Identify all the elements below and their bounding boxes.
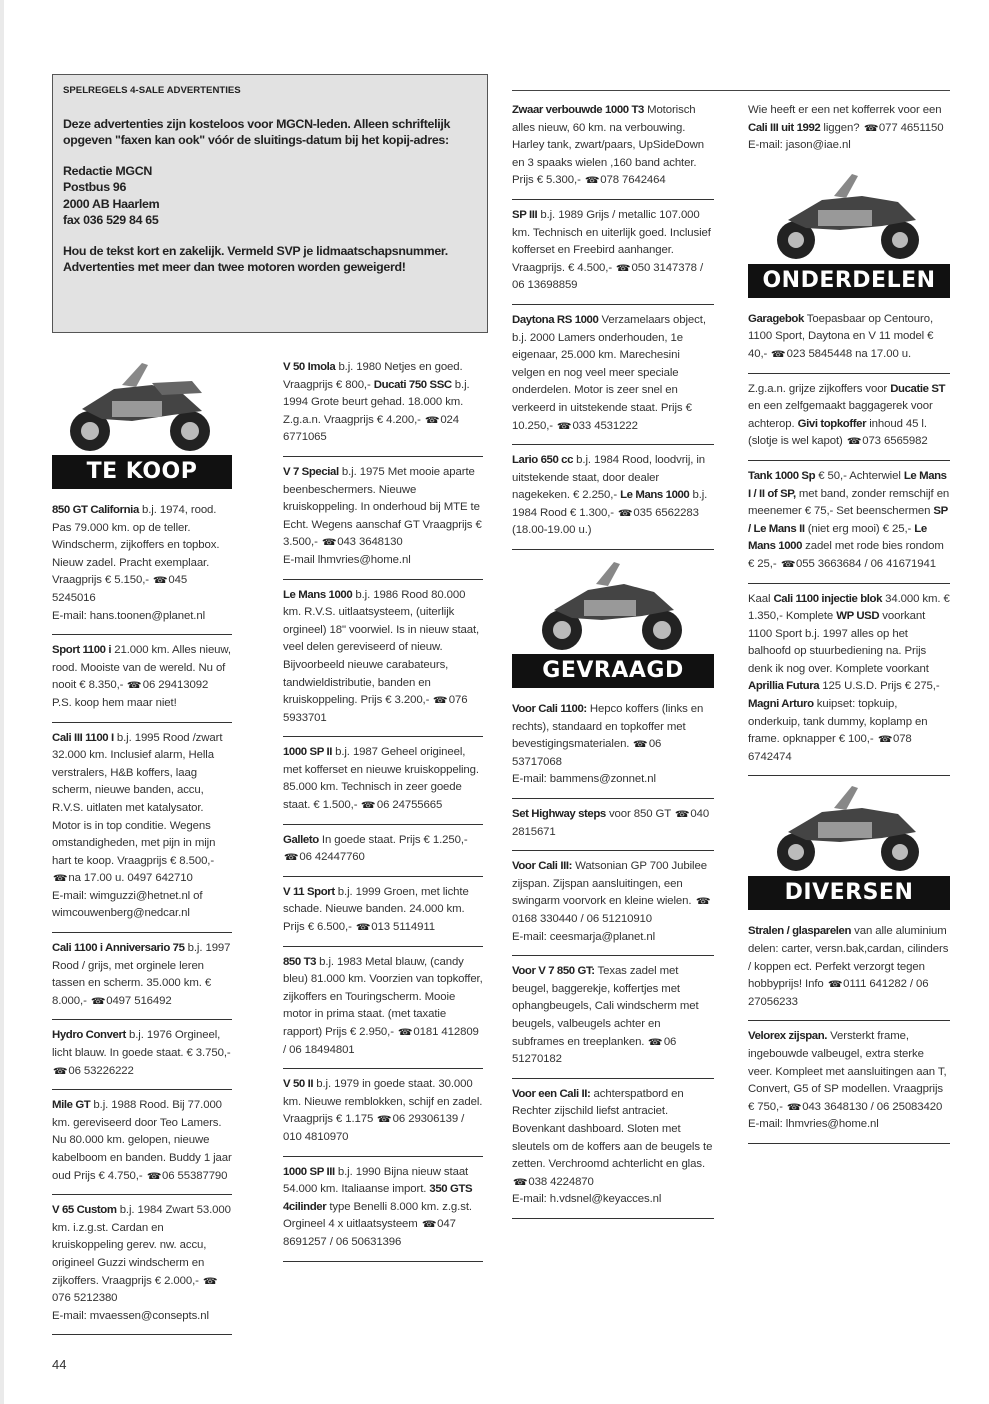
ad-text: b.j. 1980 Netjes en goed. Vraagprijs € 800,- (283, 361, 463, 391)
ad-text: Texas zadel met beugel, baggerekje, koffertjes met ophangbeugels, Cali windscherm met beugels, valbeugels achter en subframes en treeplanken. (512, 965, 699, 1048)
ad-text: b.j. 1975 Met mooie aparte beenbeschermers. Nieuwe kruiskoppeling. In onderhoud bij MTE te Echt. Wegens aanschaf GT Vraagprijs € 3.500,- (283, 465, 482, 549)
classified-ad (283, 1157, 483, 1262)
phone-icon: ☎ (355, 922, 371, 933)
motorcycle-icon (52, 349, 232, 455)
phone-icon: ☎ (512, 1177, 528, 1188)
phone-icon: ☎ (90, 996, 106, 1007)
ad-title: V 65 Custom (52, 1204, 117, 1217)
ad-phone: 06 53717068 (512, 738, 662, 768)
classified-ad (748, 1021, 950, 1144)
ad-phone: 038 4224870 (528, 1175, 594, 1188)
ad-text: Wie heeft er een net kofferrek voor een (748, 104, 942, 116)
column-3 (512, 95, 714, 1219)
rules-title: SPELREGELS 4-SALE ADVERTENTIES (63, 85, 241, 96)
ad-text: Hepco koffers (links en rechts), standaard en topkoffer met bevestigingsmaterialen. (512, 703, 704, 751)
ad-title: Le Mans 1000 (620, 489, 690, 502)
phone-icon: ☎ (780, 559, 796, 570)
ads-list (748, 95, 950, 164)
ad-phone: 043 3648130 / 06 25083420 (802, 1100, 943, 1113)
ad-title: Le Mans I / II of SP, (748, 469, 947, 500)
ad-title: Magni Arturo (748, 698, 814, 711)
ad-title: 1000 SP III (283, 1165, 335, 1178)
motorcycle-icon (748, 168, 950, 264)
ad-text: b.j. 1984 Rood, loodvrij, in uitstekende staat, door dealer nagekeken. € 2.250,- (512, 454, 706, 502)
classified-ad (52, 1195, 232, 1335)
ad-text: type Benelli 8.000 km. z.g.st. Orgineel 4 x uitlaatsysteem (283, 1200, 472, 1231)
classified-ad (52, 723, 232, 934)
ad-phone: 023 5845448 na 17.00 u. (786, 347, 912, 360)
phone-icon: ☎ (127, 680, 143, 691)
motorcycle-icon (748, 780, 950, 876)
ad-title: Voor V 7 850 GT: (512, 965, 595, 978)
ad-phone: 0168 330440 / 06 51210910 (512, 913, 653, 925)
section-title: TE KOOP (52, 455, 232, 489)
ad-text: Toepasbaar op Centouro, 1100 Sport, Daytona en V 11 model € 40,- (748, 312, 934, 360)
ad-title: SP / Le Mans II (748, 505, 948, 535)
ad-text: voor 850 GT (608, 808, 671, 821)
motorcycle-icon (512, 554, 714, 654)
classified-ad (512, 799, 714, 851)
phone-icon: ☎ (877, 734, 893, 745)
classified-ad (512, 851, 714, 956)
page-edge (0, 0, 4, 1404)
ad-text: 21.000 km. Alles nieuw, rood. Mooiste van de wereld. Nu of nooit € 8.350,- (52, 644, 231, 692)
classified-ad (512, 694, 714, 799)
ad-text: Motorisch alles nieuw, 60 km. na verbouwing. Harley tank, zwart/paars, UpSideDown en 3 spaaks wielen ,160 band achter. Prijs € 5.300,- (512, 104, 705, 187)
ad-title: 850 GT California (52, 504, 139, 516)
phone-icon: ☎ (361, 800, 377, 811)
ad-title: Le Mans 1000 (748, 522, 927, 553)
rules-note: Hou de tekst kort en zakelijk. Vermeld SVP je lidmaatschapsnummer. Advertenties met meer dan twee motoren worden geweigerd! (63, 243, 448, 274)
ad-phone: 076 5212380 (52, 1292, 118, 1305)
ad-title: V 7 Special (283, 465, 339, 478)
ad-phone: 043 3648130 (337, 536, 403, 549)
classified-ad (283, 1069, 483, 1156)
classified-ad (512, 95, 714, 200)
ad-title: SP III (512, 208, 538, 221)
ad-contact: E-mail: ceesmarja@planet.nl (512, 930, 656, 943)
phone-icon: ☎ (556, 421, 572, 431)
phone-icon: ☎ (617, 508, 633, 519)
phone-icon: ☎ (827, 979, 843, 990)
ad-title: V 50 II (283, 1078, 314, 1091)
ad-text: b.j. 1987 Geheel origineel, met kofferset en nieuwe kruiskoppeling. 85.000 km. Technisch in zeer goede staat. € 1.500,- (283, 746, 479, 812)
ad-text: b.j. 1990 Bijna nieuw staat 54.000 km. Italiaanse import. (283, 1165, 469, 1196)
ad-text: met band, zonder remschijf en meenemer € 75,- Set beenschermen (748, 487, 950, 518)
classified-ad (52, 635, 232, 722)
ad-text: 34.000 km. € 1.350,- Komplete (748, 592, 950, 623)
ad-phone: 073 6565982 (862, 435, 928, 448)
classified-ad (52, 933, 232, 1020)
ad-phone: 06 24755665 (376, 799, 443, 812)
phone-icon: ☎ (152, 575, 168, 586)
ad-phone: na 17.00 u. 0497 642710 (68, 872, 193, 885)
ad-title: 850 T3 (283, 955, 317, 968)
ads-list (512, 694, 714, 1219)
ad-text: van alle aluminium delen: carter, versn.bak,cardan, cilinders / koppen ect. Perfekt verzorgt tegen hobbyprijs! Info (748, 925, 949, 991)
phone-icon: ☎ (615, 263, 631, 274)
ad-title: Mile GT (52, 1099, 91, 1112)
classified-ad (512, 956, 714, 1079)
classified-ad (52, 1020, 232, 1090)
ad-phone: 076 5933701 (283, 694, 468, 724)
ads-list (52, 495, 232, 1335)
ad-title: 350 GTS 4cilinder (283, 1183, 473, 1213)
ad-text: en een zelfgemaakt baggagerek voor achterop. (748, 400, 933, 430)
ad-text: b.j. 1976 Orgineel, licht blauw. In goede staat. € 3.750,- (52, 1029, 231, 1060)
ad-contact: E-mail: wimguzzi@hetnet.nl of wimcouwenberg@nedcar.nl (52, 889, 203, 920)
ad-phone: 078 7642464 (600, 174, 666, 187)
section-title: GEVRAAGD (512, 654, 714, 688)
phone-icon: ☎ (202, 1276, 218, 1287)
ad-phone: 06 55387790 (161, 1169, 228, 1182)
ad-phone: 047 8691257 / 06 50631396 (283, 1218, 456, 1248)
ad-text: Versterkt frame, ingebouwde valbeugel, extra sterke veer. Kompleet met aansluitingen aan T, Convert, G5 of SP modellen. Vraagprijs € 750,- (748, 1030, 947, 1113)
ad-text: Kaal (748, 592, 774, 605)
ad-phone: 06 51270182 (512, 1035, 677, 1066)
ad-contact: E-mail: jason@iae.nl (748, 139, 851, 152)
classified-ad (512, 445, 714, 550)
ad-contact: E-mail: h.vdsnel@keyacces.nl (512, 1193, 662, 1206)
section-title: DIVERSEN (748, 876, 950, 910)
ad-text: achterspatbord en Rechter zijschild liefst antraciet. Bovenkant dashboard. Sloten met sleutels om de koffers aan de beugels te zetten. Verchroomd achterlicht en glas. (512, 1087, 713, 1171)
section-header-onderdelen (748, 168, 950, 298)
ad-text: inhoud 45 l. (slotje is wel kapot) (748, 417, 927, 448)
ad-title: Ducatie ST (890, 382, 946, 395)
ad-title: Voor een Cali II: (512, 1087, 591, 1100)
ad-text: (niet erg mooi) € 25,- (807, 522, 912, 535)
phone-icon: ☎ (52, 873, 68, 884)
ad-phone: 035 6562283 (18.00-19.00 u.) (512, 506, 699, 537)
classified-ad (52, 1090, 232, 1195)
ad-title: Set Highway steps (512, 808, 606, 821)
ads-list (748, 304, 950, 777)
classified-ad (283, 825, 483, 877)
ad-title: Givi topkoffer (797, 417, 867, 430)
ad-text: 125 U.S.D. Prijs € 275,- (822, 680, 940, 693)
section-title: ONDERDELEN (748, 264, 950, 298)
phone-icon: ☎ (321, 537, 337, 548)
ad-text: b.j. 1994 Grote beurt gehad. 18.000 km. Z.g.a.n. Vraagprijs € 4.200,- (283, 378, 470, 426)
ad-title: Cali 1100 i Anniversario 75 (52, 942, 185, 955)
classified-ad (283, 877, 483, 947)
ad-phone: 045 5245016 (52, 574, 188, 604)
ad-title: Cali 1100 injectie blok (773, 592, 883, 605)
ad-text: zadel met rode bies rondom € 25,- (748, 540, 944, 570)
ad-title: Daytona RS 1000 (512, 313, 599, 326)
ad-text: Z.g.a.n. grijze zijkoffers voor (748, 382, 891, 395)
phone-icon: ☎ (863, 123, 879, 134)
classified-ad (748, 95, 950, 164)
classified-ad (512, 305, 714, 445)
ads-list (512, 95, 714, 550)
phone-icon: ☎ (146, 1171, 162, 1182)
ad-text: b.j. 1995 Rood /zwart 32.000 km. Inclusief alarm, Hella verstralers, H&B koffers, laag scherm, nieuwe banden, accu, R.V.S. uitlaten met katalysator. Motor is in top conditie. Wegens omstandigheden, met pijn in mijn hart te koop. Vraagprijs € 8.500,- (52, 731, 223, 867)
phone-icon: ☎ (52, 1066, 68, 1077)
ad-text: b.j. 1986 Rood 80.000 km. R.V.S. uitlaatsysteem, (uiterlijk orgineel) 18" voorwiel. Is in nieuw staat, veel delen gereviseerd of nieuw. Bijvoorbeeld nieuwe carabateurs, tandwieldistributie, banden en kruiskoppeling. Prijs € 3.200,- (283, 588, 480, 707)
ad-title: Ducati 750 SSC (373, 378, 452, 391)
ad-phone: 055 3663684 / 06 41671941 (795, 557, 936, 570)
classified-ad (748, 584, 950, 777)
ad-phone: 0181 412809 / 06 18494801 (283, 1026, 479, 1056)
section-header-diversen (748, 780, 950, 910)
rules-box (52, 74, 488, 333)
classified-ad (512, 200, 714, 305)
ad-title: Hydro Convert (52, 1029, 126, 1042)
section-header-te-koop (52, 349, 232, 489)
ad-text: b.j. 1979 in goede staat. 30.000 km. Nieuwe remblokken, schijf en zadel. Vraagprijs € 1.175 (283, 1078, 483, 1126)
ad-text: Watsonian GP 700 Jubilee zijspan. Zijspan aansluitingen, een swingarm voorvork en kleine wielen. (512, 860, 707, 908)
ad-title: Aprillia Futura (748, 680, 820, 693)
ad-title: WP USD (836, 610, 880, 623)
ad-phone: 0111 641282 / 06 27056233 (748, 978, 929, 1008)
ad-text: b.j. 1974, rood. Pas 79.000 km. op de teller. Windscherm, zijkoffers en topbox. Nieuw zadel. Pracht exemplaar. Vraagprijs € 5.150,- (52, 504, 220, 587)
classified-ad (748, 374, 950, 461)
ad-contact: P.S. koop hem maar niet! (52, 696, 177, 709)
classified-ad (748, 916, 950, 1021)
ad-contact: E-mail: hans.toonen@planet.nl (52, 609, 206, 622)
phone-icon: ☎ (584, 175, 600, 186)
section-header-gevraagd (512, 554, 714, 688)
ad-title: Galleto (283, 833, 319, 846)
ad-phone: 078 6742474 (748, 733, 912, 763)
ad-phone: 06 53226222 (68, 1064, 134, 1077)
ad-title: V 50 Imola (283, 361, 336, 373)
ad-contact: E-mail: bammens@zonnet.nl (512, 773, 656, 786)
ad-phone: 06 29306139 / 010 4810970 (283, 1113, 465, 1143)
ad-title: 1000 SP II (283, 746, 332, 759)
address-line: Postbus 96 (63, 180, 127, 194)
address-line: fax 036 529 84 65 (63, 213, 159, 227)
ad-title: Cali III 1100 I (52, 731, 114, 744)
ad-phone: 024 6771065 (283, 413, 460, 444)
ad-phone: 033 4531222 (572, 419, 638, 432)
rules-address (63, 163, 477, 229)
ads-list (283, 352, 483, 1262)
ad-title: Le Mans 1000 (283, 588, 353, 601)
rules-intro: Deze advertenties zijn kosteloos voor MGCN-leden. Alleen schriftelijk opgeven "faxen kan ook" vóór de sluitings-datum bij het kopij-adres: (63, 116, 451, 147)
phone-icon: ☎ (846, 436, 862, 447)
ad-text: b.j. 1989 Grijs / metallic 107.000 km. Technisch en uiterlijk goed. Inclusief kofferset en Freebird aanhanger. Vraagprijs. € 4.500,- (512, 208, 711, 274)
phone-icon: ☎ (377, 1114, 392, 1125)
phone-icon: ☎ (433, 695, 449, 706)
ad-contact: E-mail lhmvries@home.nl (283, 553, 411, 566)
ad-text: b.j. 1984 Zwart 53.000 km. i.z.g.st. Cardan en kruiskoppeling gerev. nw. accu, origineel Guzzi windscherm en zijkoffers. Vraagprijs € 2.000,- (52, 1204, 231, 1287)
ad-title: Voor Cali III: (512, 860, 573, 873)
classified-ad (283, 947, 483, 1070)
classified-ad (283, 737, 483, 824)
phone-icon: ☎ (674, 809, 690, 820)
classified-ad (748, 304, 950, 374)
ad-text: kuipset: topkuip, onderkuip, tank dummy, koplamp en frame. opknapper € 100,- (748, 698, 928, 746)
ad-phone: 06 42447760 (299, 851, 365, 864)
ad-text: b.j. 1984 Rood € 1.300,- (512, 489, 708, 519)
ad-text: b.j. 1999 Groen, met lichte schade. Nieuwe banden. 24.000 km. Prijs € 6.500,- (283, 885, 469, 934)
classified-ad (283, 580, 483, 738)
ad-title: Garagebok (748, 312, 804, 325)
phone-icon: ☎ (633, 739, 649, 750)
phone-icon: ☎ (424, 415, 440, 426)
ad-title: Sport 1100 i (52, 644, 112, 657)
classified-ad (52, 495, 232, 635)
ad-text: € 50,- Achterwiel (818, 469, 901, 482)
ad-phone: 0497 516492 (106, 994, 172, 1007)
ad-text: Verzamelaars object, b.j. 2000 Lamers onderhouden, 1e eigenaar, 25.000 km. Marechesini velgen en nog veel meer speciale onderdelen. Motor is zeer snel en verkeerd in uitstekende staat. Prijs € 10.250,- (512, 313, 706, 432)
phone-icon: ☎ (786, 1102, 802, 1113)
ad-phone: 050 3147378 / 06 13698859 (512, 261, 704, 292)
ad-text: b.j. 1997 Rood / grijs, met orginele leren tassen en scherm. 35.000 km. € 8.000,- (52, 942, 231, 1007)
ad-title: Voor Cali 1100: (512, 703, 587, 716)
ad-contact: E-mail: mvaessen@consepts.nl (52, 1309, 209, 1322)
column-2 (283, 352, 483, 1262)
ad-contact: E-mail: lhmvries@home.nl (748, 1118, 879, 1131)
ad-title: Velorex zijspan. (748, 1030, 828, 1043)
classified-ad (283, 352, 483, 457)
ad-text: In goede staat. Prijs € 1.250,- (321, 833, 468, 846)
phone-icon: ☎ (397, 1027, 413, 1038)
page-number: 44 (52, 1357, 67, 1372)
ad-phone: 013 5114911 (371, 921, 435, 934)
ad-title: Stralen / glasparelen (748, 925, 852, 938)
phone-icon: ☎ (421, 1219, 437, 1230)
top-rule (512, 90, 950, 91)
column-4 (748, 95, 950, 1144)
ad-title: Lario 650 cc (512, 454, 574, 467)
ads-list (748, 916, 950, 1144)
address-line: 2000 AB Haarlem (63, 196, 160, 211)
ad-phone: 077 4651150 (878, 121, 944, 134)
ad-text: b.j. 1988 Rood. Bij 77.000 km. gereviseerd door Teo Lamers. Nu 80.000 km. gelopen, nieuwe kabelboom en banden. Buddy 1 jaar oud Prijs € 4.750,- (52, 1099, 232, 1182)
phone-icon: ☎ (695, 896, 711, 907)
classified-ad (283, 457, 483, 580)
ad-text: b.j. 1983 Metal blauw, (candy bleu) 81.000 km. Voorzien van topkoffer, zijkoffers en Touringscherm. Mooie motor in prima staat. (met taxatie rapport) Prijs € 2.950,- (283, 955, 483, 1038)
ad-title: Cali III uit 1992 (748, 121, 821, 134)
address-line: Redactie MGCN (63, 163, 153, 178)
classified-ad (512, 1079, 714, 1219)
ad-text: liggen? (823, 121, 860, 134)
ad-title: V 11 Sport (283, 885, 335, 898)
ad-phone: 040 2815671 (512, 808, 710, 838)
ad-title: Tank 1000 Sp (748, 469, 816, 482)
column-1 (52, 345, 232, 1335)
ad-phone: 06 29413092 (142, 679, 209, 692)
classified-ad (748, 461, 950, 584)
phone-icon: ☎ (771, 349, 786, 360)
phone-icon: ☎ (283, 852, 299, 863)
phone-icon: ☎ (648, 1037, 664, 1048)
ad-title: Zwaar verbouwde 1000 T3 (512, 104, 644, 116)
ad-text: voorkant 1100 Sport b.j. 1997 alles op het balhoofd op stuurbediening na. Prijs denk ik nog over. Komplete voorkant (748, 610, 929, 675)
